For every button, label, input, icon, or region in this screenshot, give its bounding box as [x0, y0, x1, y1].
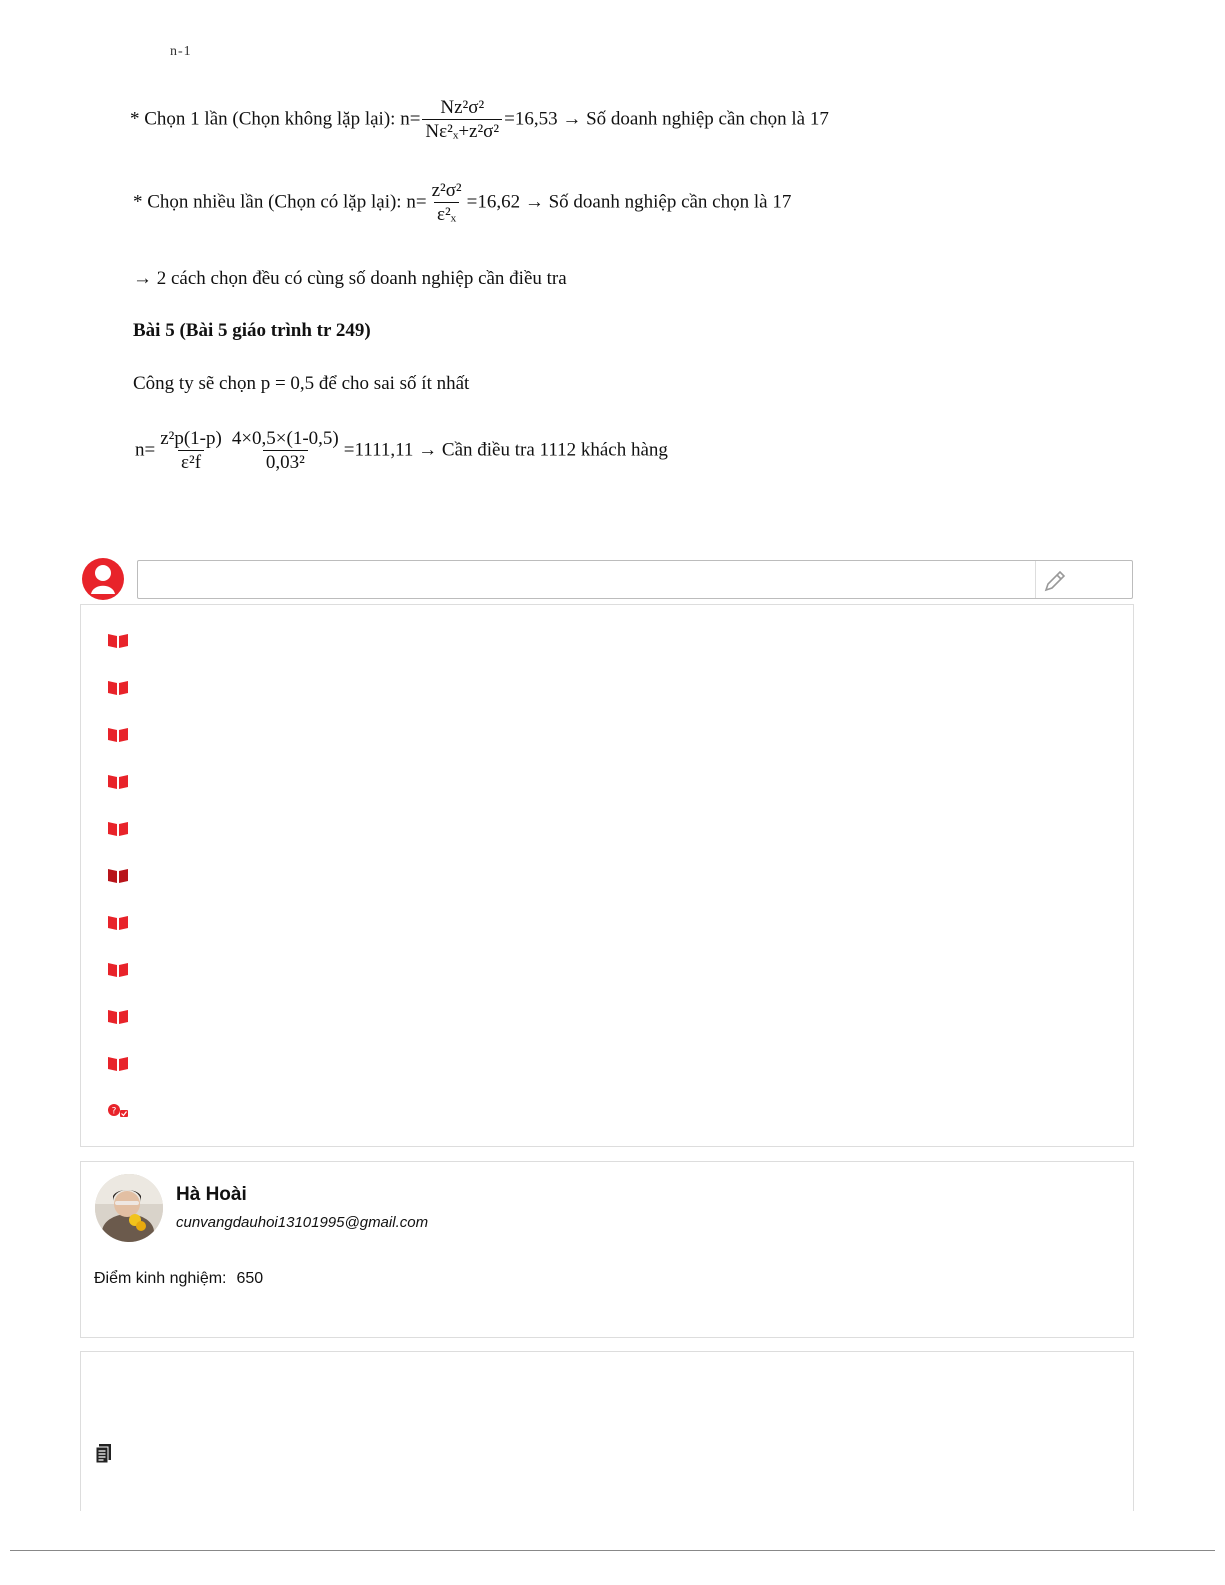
formula-line-2: * Chọn nhiều lần (Chọn có lặp lại): n= $\frac{\text{z²σ²}}{\text{ε²ₓ}}$ =16,62 → Số doanh nghiệp cần chọn là 17: [133, 180, 792, 225]
author-profile: [80, 1161, 1134, 1338]
book-icon[interactable]: [107, 1008, 129, 1026]
formula-line-1: * Chọn 1 lần (Chọn không lặp lại): n= $\frac{\text{Nz²σ²}}{\text{Nε²ₓ+z²σ²}}$ =16,53 → Số doanh nghiệp cần chọn là 17: [130, 97, 829, 142]
avatar[interactable]: [95, 1174, 163, 1242]
exercise-heading: Bài 5 (Bài 5 giáo trình tr 249): [133, 320, 371, 341]
book-icon[interactable]: [107, 820, 129, 838]
book-icon[interactable]: [107, 961, 129, 979]
book-icon[interactable]: [107, 914, 129, 932]
conclusion-line: → 2 cách chọn đều có cùng số doanh nghiệp cần điều tra: [133, 268, 567, 289]
book-icon[interactable]: [107, 632, 129, 650]
related-documents-list: [80, 604, 1134, 1147]
document-list-icon: [95, 1443, 113, 1465]
experience-points: [94, 1270, 263, 1288]
divider: [1035, 561, 1036, 598]
bottom-section: [80, 1351, 1134, 1511]
book-icon[interactable]: [107, 773, 129, 791]
book-icon[interactable]: [107, 726, 129, 744]
question-check-icon[interactable]: [107, 1102, 129, 1120]
book-icon[interactable]: [107, 1055, 129, 1073]
formula-line-5: n= $\frac{\text{z²p(1-p)}}{\text{ε²f}}$ $\frac{4\times 0,5\times(1-0,5)}{\text{0,03²}}$ =1111,11 → Cần điều tra 1112 khách hàng: [135, 428, 668, 473]
book-icon[interactable]: [107, 867, 129, 885]
book-icon[interactable]: [107, 679, 129, 697]
pencil-icon[interactable]: [1043, 569, 1067, 593]
svg-text:?: ?: [111, 1106, 117, 1117]
default-user-avatar-icon: [80, 556, 126, 602]
user-photo-icon: [95, 1174, 163, 1242]
exp-label: Điểm kinh nghiệm:: [94, 1270, 227, 1287]
exp-value: 650: [236, 1270, 264, 1287]
comment-input[interactable]: [137, 560, 1133, 599]
author-email: cunvangdauhoi13101995@gmail.com: [176, 1214, 429, 1231]
paragraph-line: Công ty sẽ chọn p = 0,5 để cho sai số ít nhất: [133, 373, 470, 394]
author-name[interactable]: Hà Hoài: [176, 1184, 247, 1205]
cut-off-formula: n-1: [170, 44, 192, 59]
page-footer-divider: [10, 1550, 1215, 1551]
